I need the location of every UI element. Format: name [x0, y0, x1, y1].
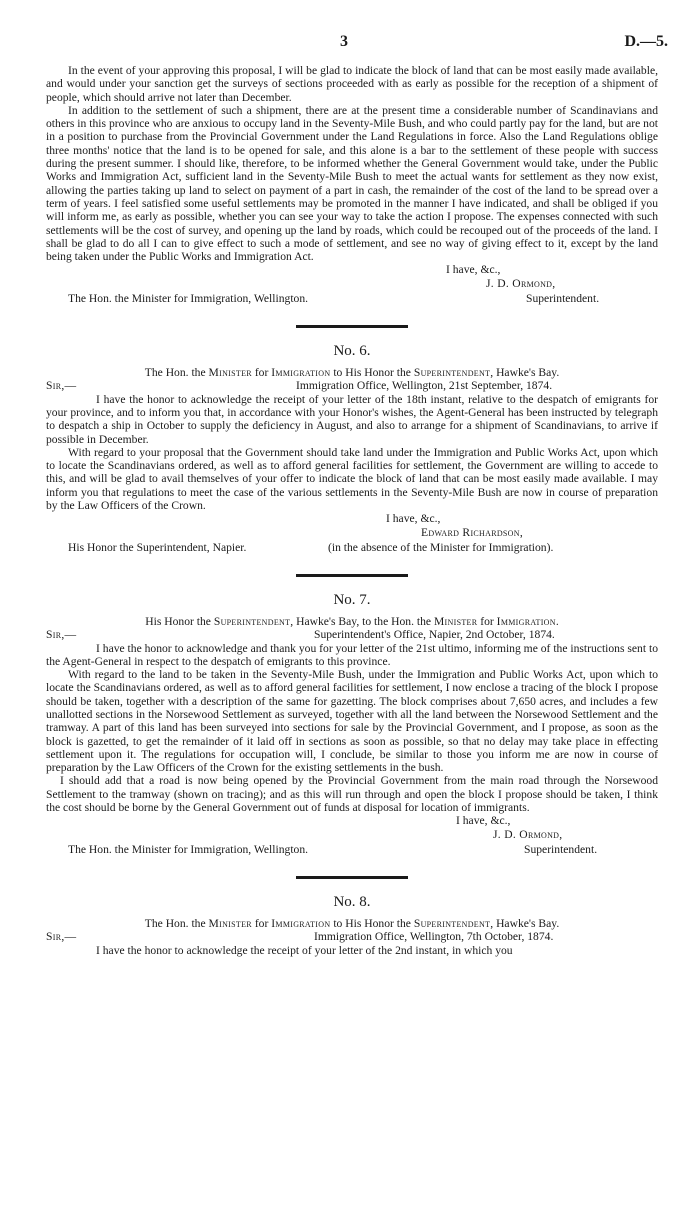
letter-number: No. 7.: [333, 591, 371, 608]
body-paragraph: With regard to your proposal that the Government should take land under the Immigration and Public Works Act, upon which to locate the Scandinavians ordered, as well as to afford general facilities for settlement, the Government are willing to accede to this, and will be glad to avail themselves of your offer to indicate the block of land that can be most easily made available. I may inform you that regulations to meet the case of the various settlements in the Seventy-Mile Bush are now in course of preparation by the Law Officers of the Crown.: [46, 445, 658, 513]
salutation-line: [46, 628, 658, 641]
signatory: J. D. Ormond,: [493, 827, 563, 841]
salutation-line: [46, 379, 658, 392]
body-paragraph: With regard to the land to be taken in the Seventy-Mile Bush, under the Immigration and Public Works Act, upon which to locate the Scandinavians ordered, as well as to afford general facilities for settlement, I now enclose a tracing of the block I propose should be taken, together with a description of the same for gazetting. The block comprises about 7,650 acres, and includes a few unallotted sections in the Norsewood Settlement as surveyed, together with all the land between the Norsewood Settlement and the tramway. A part of this land has been surveyed into sections for sale by the Provincial Government, and I propose, as soon as the block is gazetted, to get the remainder of it laid off in sections as soon as possible, so that no delay may take place in effecting settlement upon it. The regulations for occupation will, I conclude, be similar to those you inform me are now in course of preparation by the Law Officers of the Crown for the existing settlements in the bush.: [46, 668, 658, 775]
letter-no-6: [46, 342, 658, 556]
closing: I have, &c.,: [456, 814, 511, 828]
section-divider: [296, 876, 408, 879]
signature-line: [46, 277, 658, 290]
letter-number: No. 6.: [333, 343, 371, 360]
signatory-title: (in the absence of the Minister for Immigration).: [328, 540, 554, 554]
body-paragraph: In the event of your approving this proposal, I will be glad to indicate the block of land that can be most easily made available, and would under your sanction get the surveys of sections proceeded with as early as possible for the reception of a shipment of people, which should arrive not later than December.: [46, 64, 658, 104]
letter-route: The Hon. the Minister for Immigration to His Honor the Superintendent, Hawke's Bay.: [144, 366, 560, 380]
addressee: His Honor the Superintendent, Napier.: [68, 540, 247, 554]
dateline: Superintendent's Office, Napier, 2nd October, 1874.: [314, 628, 555, 642]
signatory-title: Superintendent.: [524, 842, 598, 856]
body-paragraph: I have the honor to acknowledge the receipt of your letter of the 18th instant, relative to the despatch of emigrants for your province, and to inform you that, in accordance with your Honor's wishes, the Agent-General has been instructed by telegraph to despatch a ship in October to supply the deficiency in August, and also to arrange for a shipment of Scandinavians, to arrive if possible in December.: [46, 392, 658, 446]
letter-continuation: [46, 64, 658, 307]
dateline: Immigration Office, Wellington, 7th October, 1874.: [314, 930, 554, 944]
salutation: Sir,—: [46, 628, 77, 642]
closing: I have, &c.,: [446, 263, 501, 277]
body-paragraph: I have the honor to acknowledge the receipt of your letter of the 2nd instant, in which you: [96, 943, 513, 957]
addressee: The Hon. the Minister for Immigration, Wellington.: [68, 842, 309, 856]
letter-no-7: [46, 591, 658, 858]
signature-line: [46, 526, 658, 539]
section-divider: [296, 325, 408, 328]
page-body: [46, 64, 658, 957]
body-paragraph: I have the honor to acknowledge and thank you for your letter of the 21st ultimo, informing me of the instructions sent to the Agent-General in respect to the despatch of emigrants to this province.: [46, 641, 658, 668]
letter-route: The Hon. the Minister for Immigration to His Honor the Superintendent, Hawke's Bay.: [144, 916, 560, 930]
document-reference: D.—5.: [624, 33, 668, 50]
closing-line: [46, 814, 658, 827]
addressee-line: [46, 843, 658, 858]
body-paragraph: In addition to the settlement of such a shipment, there are at the present time a considerable number of Scandinavians and others in this province who are anxious to occupy land in the Seventy-Mile Bush, and who could partly pay for the land, but are not in a position to purchase from the Provincial Government under the Land Regulations in force. Also the Land Regulations oblige three months' notice that the land is to be opened for sale, and this alone is a bar to the settlement of these people with success during the present summer. I should like, therefore, to be informed whether the General Government would take, under the Public Works and Immigration Act, sufficient land in the Seventy-Mile Bush to meet the actual wants for settlement as they now exist, allowing the parties taking up land to select on payment of a part in cash, the remainder of the cost of the land to be spread over a term of years. I feel satisfied some useful settlements may be promoted in the manner I have indicated, and shall be obliged if you will inform me, as early as possible, whether you can see your way to take the action I propose. The expenses connected with such settlements will be the cost of survey, and opening up the land by roads, which could be recouped out of the proceeds of the land. I shall be glad to do all I can to give effect to such a mode of settlement, and see no way of giving effect to it, except by the land being taken under the Public Works and Immigration Act.: [46, 103, 658, 264]
letter-no-8: [46, 893, 658, 957]
salutation: Sir,—: [46, 930, 77, 944]
section-divider: [296, 574, 408, 577]
signature-line: [46, 828, 658, 841]
body-paragraph: I should add that a road is now being opened by the Provincial Government from the main road through the Norsewood Settlement to the tramway (shown on tracing); and as this will run through and open the block I propose should be taken, I think the cost should be borne by the General Government out of funds at disposal for location of immigrants.: [46, 774, 658, 815]
letter-route: His Honor the Superintendent, Hawke's Bay, to the Hon. the Minister for Immigration.: [145, 614, 559, 628]
salutation-line: [46, 930, 658, 943]
addressee-line: [46, 541, 658, 556]
signatory-title: Superintendent.: [526, 292, 600, 306]
salutation: Sir,—: [46, 379, 77, 393]
addressee-line: [46, 292, 658, 307]
signatory: Edward Richardson,: [421, 525, 524, 539]
closing-line: [46, 512, 658, 525]
closing: I have, &c.,: [386, 512, 441, 526]
page-number: 3: [340, 33, 348, 50]
signatory: J. D. Ormond,: [486, 276, 556, 290]
addressee: The Hon. the Minister for Immigration, Wellington.: [68, 292, 309, 306]
closing-line: [46, 263, 658, 276]
page-header: [0, 35, 700, 55]
letter-number: No. 8.: [333, 893, 371, 910]
dateline: Immigration Office, Wellington, 21st September, 1874.: [296, 379, 553, 393]
